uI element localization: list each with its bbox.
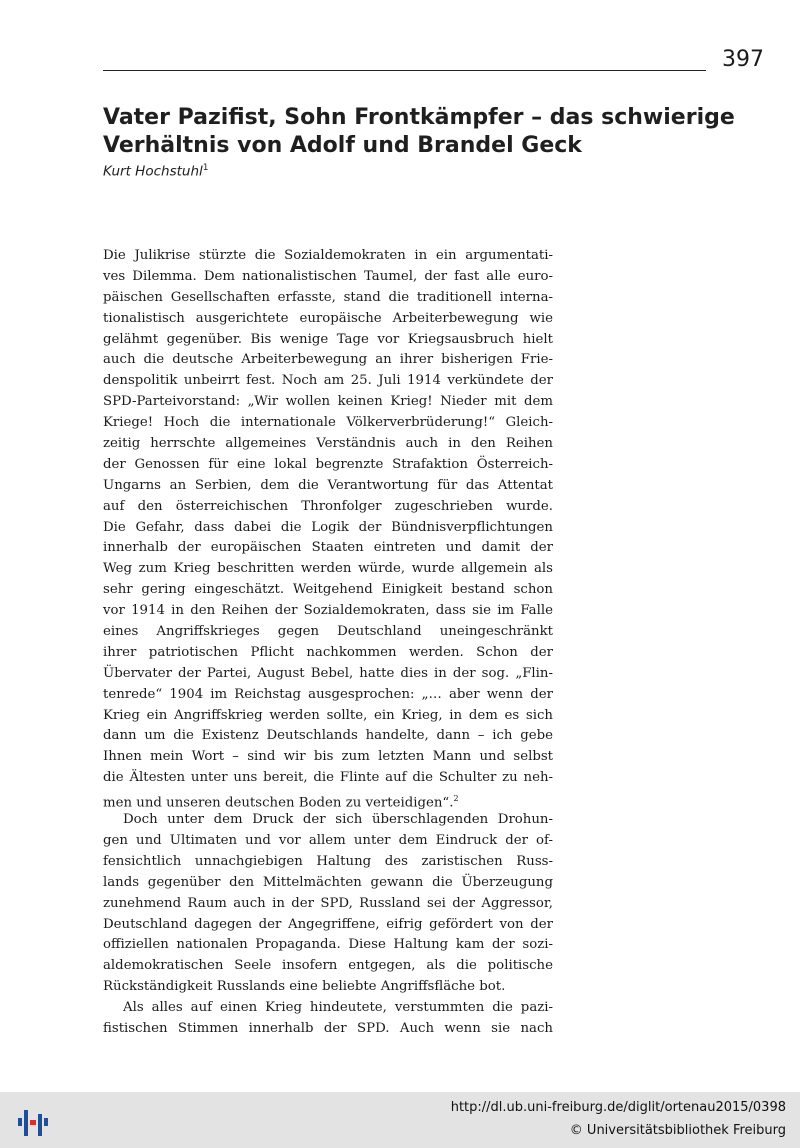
text-line: Doch unter dem Druck der sich überschlagenden Drohun- [123, 812, 553, 828]
title-line: Verhältnis von Adolf und Brandel Geck [103, 133, 582, 158]
text-line: sehr gering eingeschätzt. Weitgehend Einigkeit bestand schon [103, 582, 553, 598]
text-line: auf den österreichischen Thronfolger zugeschrieben wurde. [103, 498, 553, 514]
text-line: dann um die Existenz Deutschlands handelte, dann – ich gebe [103, 728, 553, 744]
text-line [103, 789, 553, 810]
text-line: Deutschland dagegen der Angegriffene, eifrig gefördert von der [103, 916, 553, 932]
text-line: tionalistisch ausgerichtete europäische Arbeiterbewegung wie [103, 310, 553, 326]
text-line: offiziellen nationalen Propaganda. Diese Haltung kam der sozi- [103, 937, 553, 953]
author-line [103, 163, 209, 180]
text-line: der Genossen für eine lokal begrenzte Strafaktion Österreich- [103, 456, 553, 472]
copyright-notice: © Universitätsbibliothek Freiburg [569, 1123, 786, 1138]
text-line: die Ältesten unter uns bereit, die Flinte auf die Schulter zu neh- [103, 770, 553, 786]
text-line: zeitig herrschte allgemeines Verständnis auch in den Reihen [103, 436, 553, 452]
article-title [103, 104, 735, 160]
text-line: ihrer patriotischen Pflicht nachkommen werden. Schon der [103, 644, 553, 660]
text-line: Rückständigkeit Russlands eine beliebte Angriffsfläche bot. [103, 979, 506, 995]
text-line: Kriege! Hoch die internationale Völkerverbrüderung!“ Gleich- [103, 415, 553, 431]
title-line: Vater Pazifist, Sohn Frontkämpfer – das schwierige [103, 105, 735, 130]
page-number: 397 [722, 47, 764, 72]
text-line: denspolitik unbeirrt fest. Noch am 25. Juli 1914 verkündete der [103, 373, 553, 389]
text-line: Als alles auf einen Krieg hindeutete, verstummten die pazi- [123, 1000, 553, 1016]
text-line: fistischen Stimmen innerhalb der SPD. Auch wenn sie nach [103, 1020, 553, 1036]
text-line: aldemokratischen Seele insofern entgegen, als die politische [103, 958, 553, 974]
body-text [103, 246, 553, 1040]
text-line: vor 1914 in den Reihen der Sozialdemokraten, dass sie im Falle [103, 603, 553, 619]
text-line: Die Julikrise stürzte die Sozialdemokraten in ein argumentati- [103, 248, 553, 263]
source-url-link[interactable]: http://dl.ub.uni-freiburg.de/diglit/ortenau2015/0398 [450, 1100, 786, 1115]
text-line: fensichtlich unnachgiebigen Haltung des zaristischen Russ- [103, 853, 553, 869]
text-line: gelähmt gegenüber. Bis wenige Tage vor Kriegsausbruch hielt [103, 331, 553, 347]
footnote-ref: 2 [453, 794, 459, 804]
text-line: Weg zum Krieg beschritten werden würde, wurde allgemein als [103, 561, 553, 577]
text-line: auch die deutsche Arbeiterbewegung an ihrer bisherigen Frie- [103, 352, 553, 368]
text-line: eines Angriffskrieges gegen Deutschland uneingeschränkt [103, 624, 553, 640]
footnote-ref: 1 [202, 163, 209, 173]
text-line: SPD-Parteivorstand: „Wir wollen keinen Krieg! Nieder mit dem [103, 394, 553, 410]
text-line: ves Dilemma. Dem nationalistischen Taumel, der fast alle euro- [103, 268, 553, 284]
text-line: lands gegenüber den Mittelmächten gewann die Überzeugung [103, 874, 553, 890]
text-line: zunehmend Raum auch in der SPD, Russland sei der Aggressor, [103, 895, 553, 911]
footer-bar [0, 1092, 800, 1148]
text-line-content: men und unseren deutschen Boden zu verteidigen“. [103, 795, 454, 811]
text-line: Die Gefahr, dass dabei die Logik der Bündnisverpflichtungen [103, 519, 553, 535]
text-line: Krieg ein Angriffskrieg werden sollte, ein Krieg, in dem es sich [103, 707, 553, 723]
library-logo-icon [12, 1100, 52, 1140]
header-rule [103, 70, 706, 71]
text-line: gen und Ultimaten und vor allem unter dem Eindruck der of- [103, 832, 553, 848]
text-line: päischen Gesellschaften erfasste, stand die traditionell interna- [103, 289, 553, 305]
text-line: Ungarns an Serbien, dem die Verantwortung für das Attentat [103, 477, 553, 493]
text-line: Übervater der Partei, August Bebel, hatte dies in der sog. „Flin- [103, 665, 553, 681]
author-name: Kurt Hochstuhl [103, 163, 203, 180]
text-line: Ihnen mein Wort – sind wir bis zum letzten Mann und selbst [103, 749, 553, 765]
text-line: innerhalb der europäischen Staaten eintreten und damit der [103, 540, 553, 556]
text-line: tenrede“ 1904 im Reichstag ausgesprochen: „… aber wenn der [103, 686, 553, 702]
